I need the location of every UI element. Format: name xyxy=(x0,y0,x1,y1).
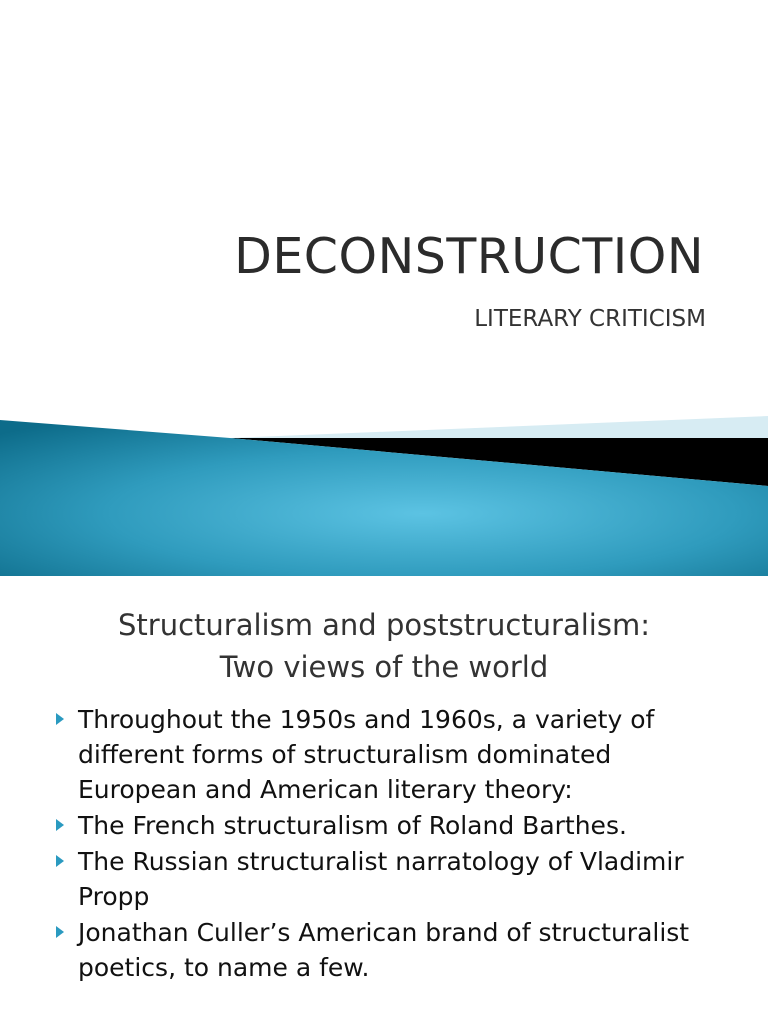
section-title-line2: Two views of the world xyxy=(219,650,549,684)
triangle-right-icon xyxy=(56,855,64,867)
section-title-line1: Structuralism and poststructuralism: xyxy=(118,608,650,642)
bullet-text: Throughout the 1950s and 1960s, a variety of different forms of structuralism dominated European and American literary theory: xyxy=(78,705,655,804)
triangle-right-icon xyxy=(56,713,64,725)
bullet-list xyxy=(56,702,736,986)
bullet-text: The French structuralism of Roland Barthes. xyxy=(78,811,627,840)
section-title xyxy=(0,604,768,688)
slide-title: DECONSTRUCTION xyxy=(234,228,704,285)
content-slide xyxy=(0,576,768,1024)
bullet-item xyxy=(56,844,736,914)
bullet-item xyxy=(56,915,736,985)
triangle-right-icon xyxy=(56,819,64,831)
bullet-text: The Russian structuralist narratology of Vladimir Propp xyxy=(78,847,684,911)
triangle-right-icon xyxy=(56,926,64,938)
slide-subtitle: LITERARY CRITICISM xyxy=(474,306,706,332)
decorative-banner xyxy=(0,410,768,576)
bullet-item xyxy=(56,808,736,843)
bullet-item xyxy=(56,702,736,807)
light-wedge xyxy=(230,416,768,438)
bullet-text: Jonathan Culler’s American brand of structuralist poetics, to name a few. xyxy=(78,918,690,982)
